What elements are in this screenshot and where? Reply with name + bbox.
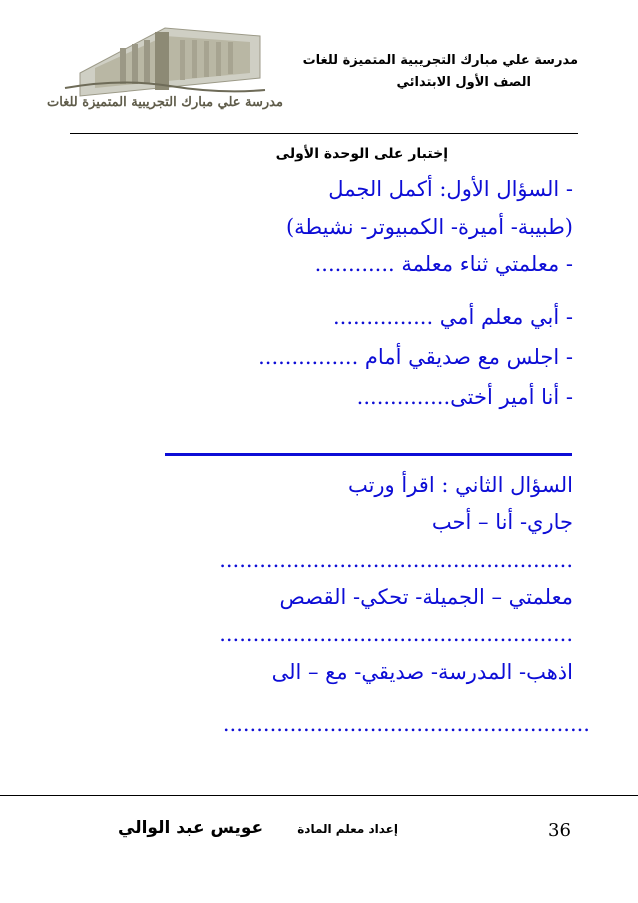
- answer-blank: .......................................................: [222, 712, 590, 736]
- question-1-sentence: - معلمتي ثناء معلمة ............: [314, 252, 573, 276]
- question-2-words: معلمتي – الجميلة- تحكي- القصص: [279, 585, 573, 609]
- section-divider: [165, 453, 572, 456]
- question-1-sentence: - أبي معلم أمي ...............: [332, 305, 573, 329]
- grade-level: الصف الأول الابتدائي: [396, 75, 531, 90]
- question-2-title: السؤال الثاني : اقرأ ورتب: [347, 473, 573, 497]
- answer-blank: .....................................................: [219, 548, 573, 572]
- question-1-sentence: - أنا أمير أختى..............: [356, 385, 573, 409]
- logo-text: مدرسة علي مبارك التجريبية المتميزة للغات: [47, 95, 283, 110]
- question-1-title: - السؤال الأول: أكمل الجمل: [328, 177, 573, 201]
- school-logo: [47, 18, 283, 113]
- page-number: 36: [548, 820, 571, 841]
- school-name: مدرسة علي مبارك التجريبية المتميزة للغات: [302, 53, 578, 68]
- question-1-word-bank: (طبيبة- أميرة- الكمبيوتر- نشيطة): [285, 215, 573, 239]
- question-2-words: اذهب- المدرسة- صديقي- مع – الى: [271, 660, 573, 684]
- header-divider: [70, 133, 578, 134]
- teacher-name: عويس عبد الوالي: [118, 818, 264, 838]
- answer-blank: .....................................................: [219, 622, 573, 646]
- footer-divider: [0, 795, 638, 796]
- exam-title: إختبار على الوحدة الأولى: [275, 146, 448, 162]
- prepared-by-label: إعداد معلم المادة: [297, 822, 398, 836]
- question-2-words: جاري- أنا – أحب: [431, 510, 573, 534]
- question-1-sentence: - اجلس مع صديقي أمام ...............: [258, 345, 573, 369]
